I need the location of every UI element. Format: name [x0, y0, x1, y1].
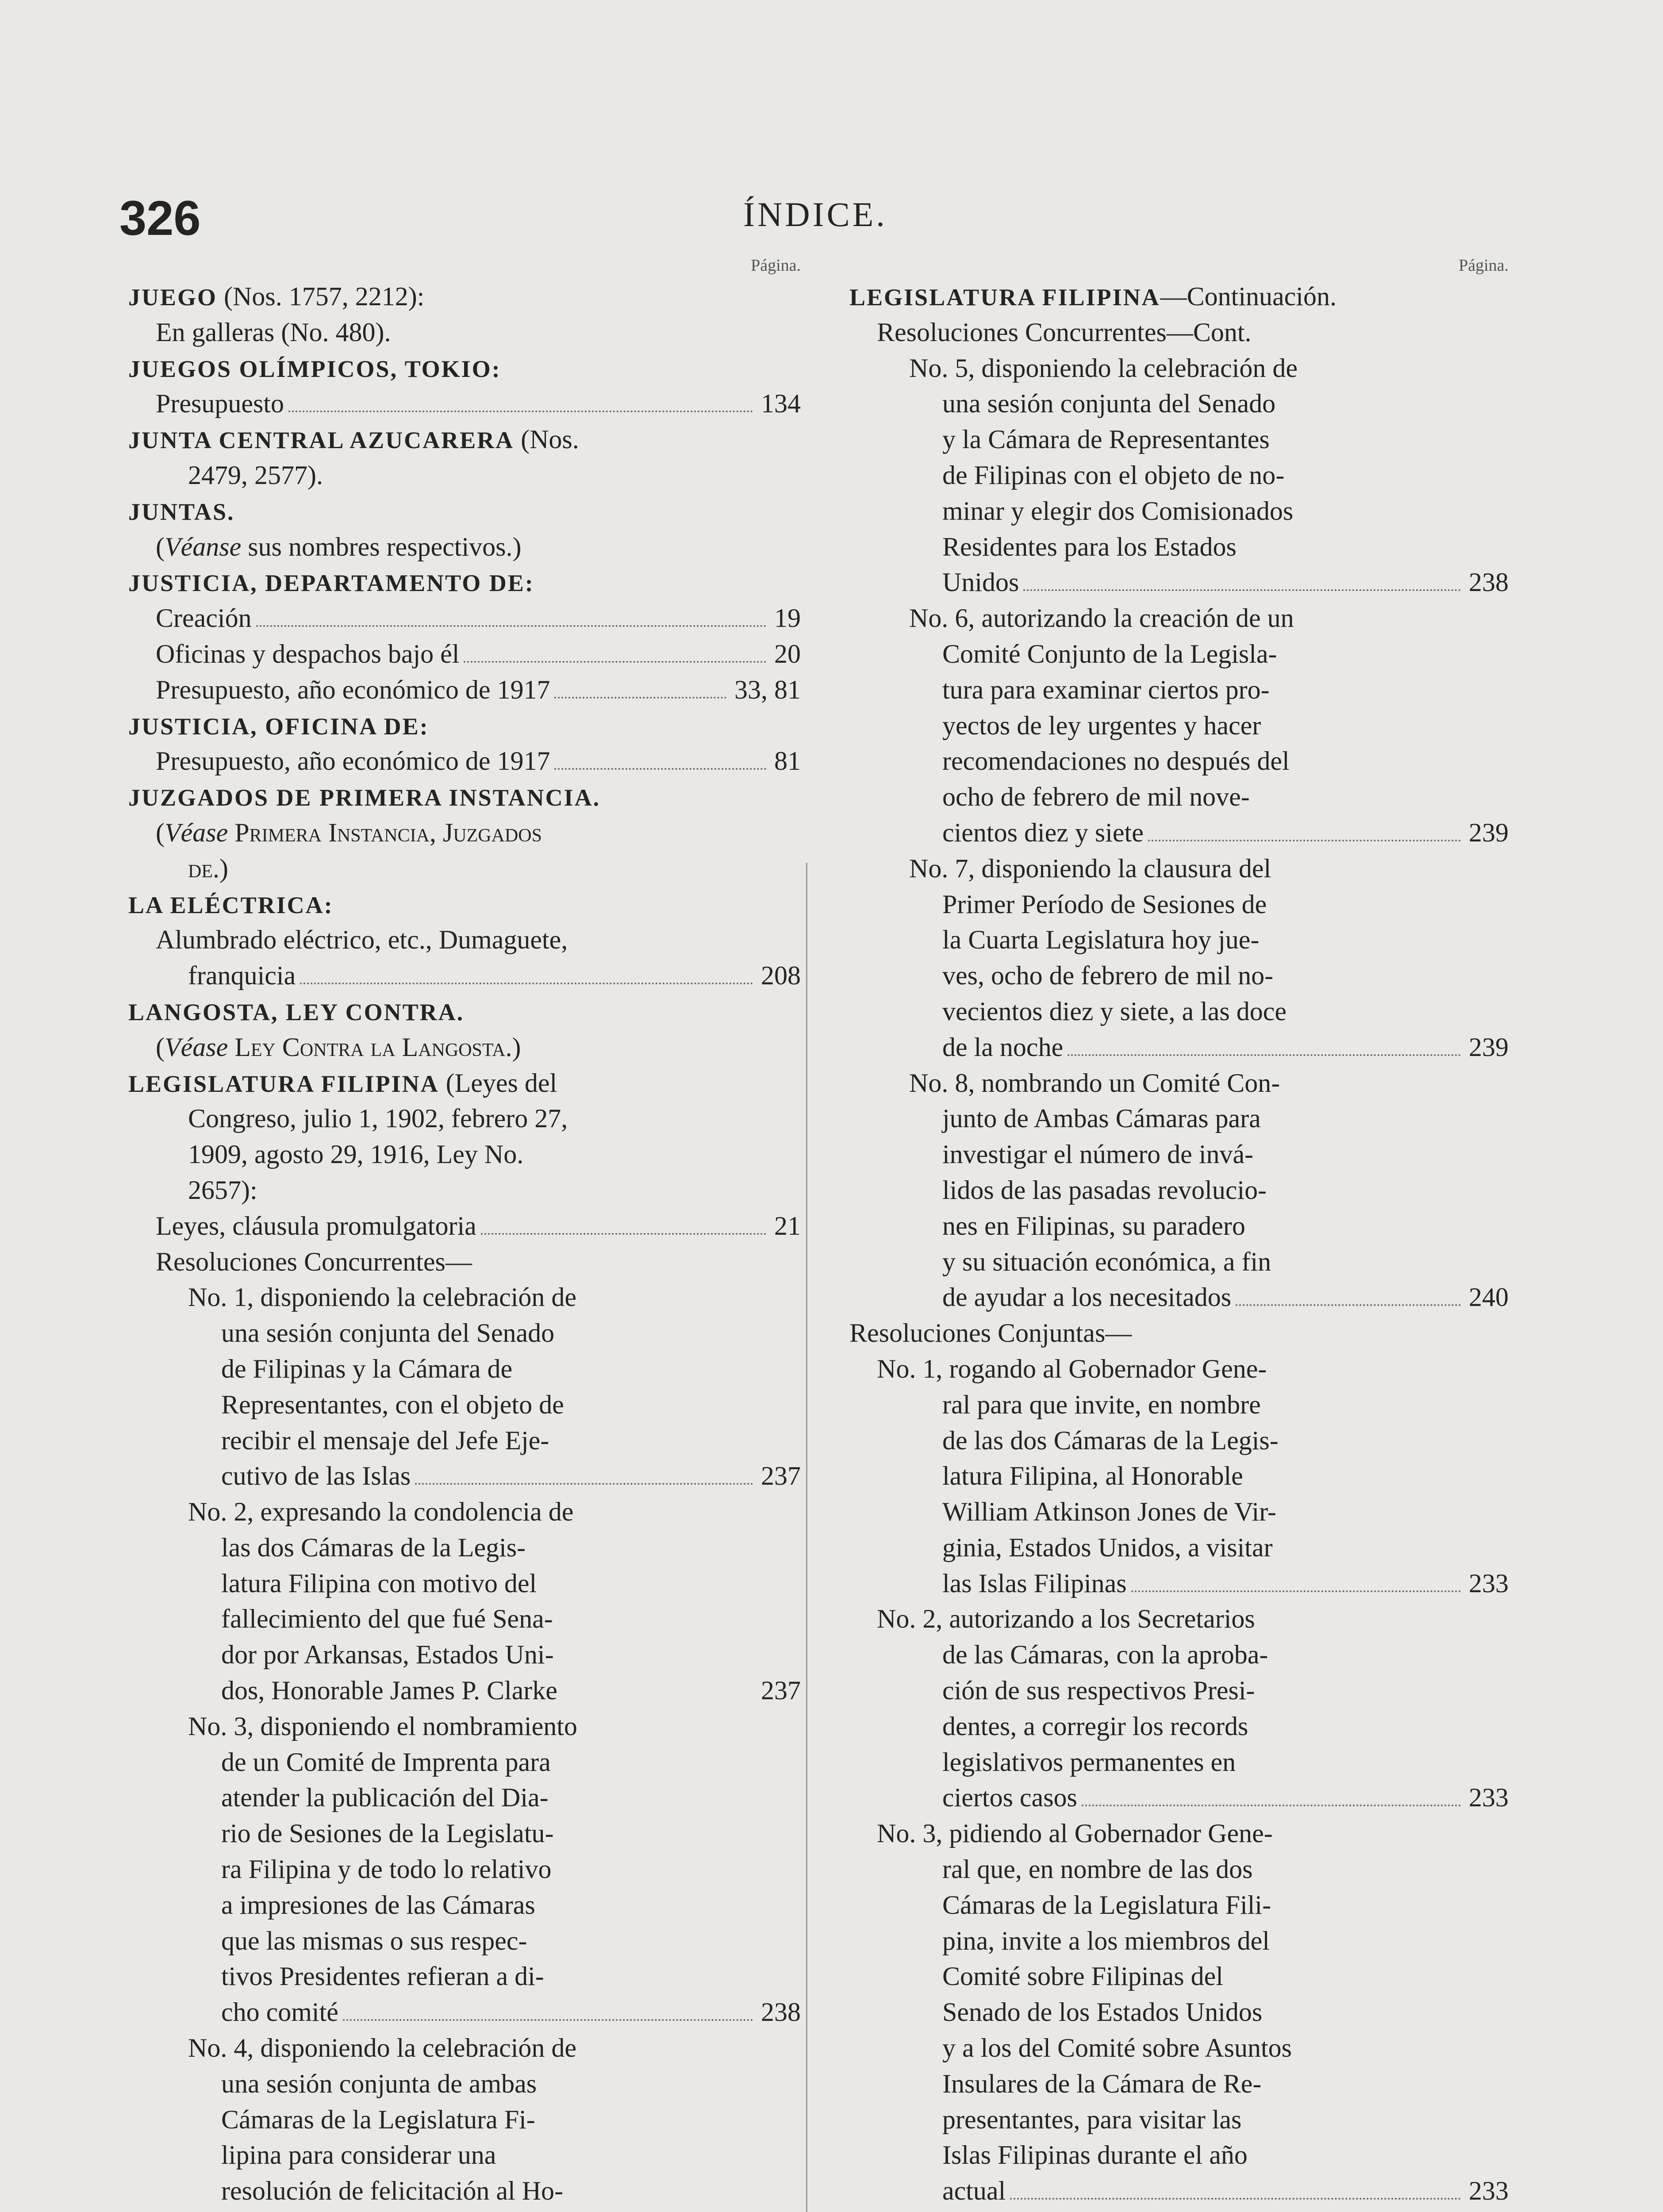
index-entry [128, 350, 801, 386]
cross-reference: (Véase Primera Instancia, Juzgados [156, 818, 542, 847]
resolution-line: fallecimiento del que fué Sena- [221, 1604, 553, 1634]
vease-word: Véase [164, 818, 228, 847]
page-ref: 134 [761, 389, 801, 419]
page-ref: 208 [761, 961, 801, 991]
entry-continuation: 2479, 2577). [188, 460, 323, 490]
column-divider [806, 863, 807, 2212]
subentry [128, 636, 801, 672]
resolution-line: Comité sobre Filipinas del [942, 1962, 1223, 1991]
resolution-text: Unidos [942, 568, 1019, 597]
resolution-line [849, 2173, 1509, 2209]
page-number: 326 [119, 191, 201, 246]
page-ref: 233 [1469, 2176, 1509, 2206]
resolution-line: una sesión conjunta del Senado [221, 1318, 555, 1348]
resolution-line: ra Filipina y de todo lo relativo [221, 1855, 552, 1884]
resolution-line: ción de sus respectivos Presi- [942, 1676, 1255, 1705]
cross-reference: (Véase Ley Contra la Langosta.) [156, 1032, 521, 1062]
index-entry [128, 994, 801, 1029]
subentry-text: Leyes, cláusula promulgatoria [156, 1211, 476, 1240]
pagina-header: Página. [1459, 256, 1509, 275]
subentry [128, 600, 801, 636]
resolution-line: de las Cámaras, con la aproba- [942, 1640, 1268, 1670]
index-entry [128, 422, 801, 457]
resolution-line: de Filipinas con el objeto de no- [942, 460, 1285, 490]
resolution-line: No. 4, disponiendo la celebración de [188, 2033, 577, 2063]
headword: LANGOSTA, LEY CONTRA. [128, 998, 465, 1025]
page-ref: 237 [761, 1461, 801, 1491]
resolution-line: latura Filipina, al Honorable [942, 1461, 1243, 1491]
subentry: En galleras (No. 480). [156, 317, 391, 347]
resolution-line: nes en Filipinas, su paradero [942, 1211, 1245, 1240]
page-ref: 233 [1469, 1568, 1509, 1598]
vease-word: Véase [164, 1032, 228, 1062]
resolution-line: la Cuarta Legislatura hoy jue- [942, 925, 1260, 955]
headword: JUEGOS OLÍMPICOS, TOKIO: [128, 355, 501, 382]
page-ref: 238 [1469, 568, 1509, 597]
resolution-line: investigar el número de invá- [942, 1140, 1254, 1169]
headword: LEGISLATURA FILIPINA [849, 284, 1160, 311]
resolution-text: dos, Honorable James P. Clarke [221, 1676, 557, 1705]
resolution-line: tivos Presidentes refieran a di- [221, 1962, 544, 1991]
headword: JUEGO [128, 284, 218, 311]
resolution-text: cientos diez y siete [942, 818, 1144, 847]
resolution-line: resolución de felicitación al Ho- [221, 2176, 564, 2206]
resolution-line: No. 3, disponiendo el nombramiento [188, 1711, 577, 1741]
subentry [128, 386, 801, 422]
resolution-line: Cámaras de la Legislatura Fi- [221, 2104, 535, 2134]
resolution-line: dor por Arkansas, Estados Uni- [221, 1640, 554, 1670]
resolution-line: Senado de los Estados Unidos [942, 1997, 1263, 2027]
subentry-text: Presupuesto, año económico de 1917 [156, 675, 550, 704]
cross-reference-text: Ley Contra la Langosta.) [228, 1032, 521, 1062]
subentry: Resoluciones Concurrentes—Cont. [877, 317, 1252, 347]
cross-reference: (Véanse sus nombres respectivos.) [156, 532, 522, 561]
resolution-line: No. 5, disponiendo la celebración de [909, 353, 1298, 383]
resolution-line: a impresiones de las Cámaras [221, 1890, 535, 1920]
resolution-line: tura para examinar ciertos pro- [942, 675, 1270, 704]
subentry [128, 1208, 801, 1244]
page-ref: 81 [774, 746, 801, 776]
resolution-line: recibir el mensaje del Jefe Eje- [221, 1425, 549, 1455]
cross-reference-text: Primera Instancia, Juzgados [228, 818, 542, 847]
index-entry [128, 708, 801, 744]
subentry-text: Presupuesto [156, 389, 284, 419]
index-entry [128, 565, 801, 600]
index-entry [128, 887, 801, 922]
resolution-line: atender la publicación del Dia- [221, 1783, 549, 1813]
resolution-line: de un Comité de Imprenta para [221, 1747, 551, 1777]
resolution-line: latura Filipina con motivo del [221, 1568, 537, 1598]
subentry: Resoluciones Conjuntas— [849, 1318, 1132, 1348]
resolution-line: una sesión conjunta del Senado [942, 389, 1276, 419]
headword: JUNTAS. [128, 498, 235, 525]
resolution-text: actual [942, 2176, 1006, 2206]
resolution-line: No. 2, autorizando a los Secretarios [877, 1604, 1255, 1634]
subentry [128, 672, 801, 708]
resolution-line [849, 1566, 1509, 1601]
subentry [128, 958, 801, 994]
resolution-line [849, 1279, 1509, 1315]
resolution-line [849, 565, 1509, 600]
page-ref: 233 [1469, 1783, 1509, 1813]
subentry-text: franquicia [188, 961, 296, 991]
resolution-line: minar y elegir dos Comisionados [942, 496, 1294, 526]
entry-continuation: Congreso, julio 1, 1902, febrero 27, [188, 1104, 568, 1133]
headword: JUSTICIA, DEPARTAMENTO DE: [128, 570, 534, 597]
resolution-line [128, 1994, 801, 2030]
page-ref: 33, 81 [734, 675, 801, 704]
entry-continuation: 2657): [188, 1175, 257, 1205]
resolution-line: rio de Sesiones de la Legislatu- [221, 1819, 554, 1848]
index-entry [128, 1065, 801, 1101]
resolution-line: William Atkinson Jones de Vir- [942, 1497, 1276, 1527]
page-ref: 239 [1469, 818, 1509, 847]
subentry-text: Oficinas y despachos bajo él [156, 639, 460, 668]
page-ref: 237 [761, 1676, 801, 1705]
page-ref: 240 [1469, 1283, 1509, 1312]
resolution-line: que las mismas o sus respec- [221, 1926, 527, 1955]
resolution-line: yectos de ley urgentes y hacer [942, 710, 1261, 740]
page-ref: 238 [761, 1997, 801, 2027]
running-head: ÍNDICE. [743, 195, 887, 234]
subentry: Resoluciones Concurrentes— [156, 1247, 472, 1276]
resolution-line [849, 1029, 1509, 1065]
resolution-line [849, 2209, 1509, 2212]
resolution-line: recomendaciones no después del [942, 746, 1290, 776]
resolution-line: lidos de las pasadas revolucio- [942, 1175, 1267, 1205]
resolution-line: No. 1, rogando al Gobernador Gene- [877, 1354, 1267, 1383]
headword: LEGISLATURA FILIPINA [128, 1070, 439, 1097]
entry-text: (Nos. 1757, 2212): [217, 282, 425, 311]
page-ref: 19 [774, 603, 801, 633]
resolution-line: ginia, Estados Unidos, a visitar [942, 1532, 1273, 1562]
resolution-line: lipina para considerar una [221, 2140, 496, 2170]
page-ref: 21 [774, 1211, 801, 1240]
resolution-line: ocho de febrero de mil nove- [942, 782, 1250, 812]
entry-text: (Leyes del [439, 1068, 557, 1098]
resolution-line: junto de Ambas Cámaras para [942, 1104, 1261, 1133]
resolution-line [128, 2209, 801, 2212]
headword: JUSTICIA, OFICINA DE: [128, 713, 429, 740]
page-ref: 20 [774, 639, 801, 668]
resolution-line: legislativos permanentes en [942, 1747, 1236, 1777]
left-column [128, 252, 801, 2212]
entry-continuation: 1909, agosto 29, 1916, Ley No. [188, 1140, 524, 1169]
resolution-line: pina, invite a los miembros del [942, 1926, 1270, 1955]
vease-word: Véanse [164, 532, 242, 561]
resolution-line: Residentes para los Estados [942, 532, 1237, 561]
resolution-line: Insulares de la Cámara de Re- [942, 2069, 1262, 2098]
resolution-line: de las dos Cámaras de la Legis- [942, 1425, 1279, 1455]
resolution-line: Cámaras de la Legislatura Fili- [942, 1890, 1271, 1920]
resolution-text: cho comité [221, 1997, 338, 2027]
resolution-line: No. 7, disponiendo la clausura del [909, 853, 1271, 883]
headword: JUNTA CENTRAL AZUCARERA [128, 427, 515, 454]
page-ref: 239 [1469, 1032, 1509, 1062]
index-entry [849, 279, 1509, 315]
headword: LA ELÉCTRICA: [128, 891, 334, 918]
resolution-line: Representantes, con el objeto de [221, 1390, 564, 1419]
resolution-line: No. 8, nombrando un Comité Con- [909, 1068, 1280, 1098]
resolution-line [128, 1458, 801, 1494]
resolution-line: vecientos diez y siete, a las doce [942, 996, 1287, 1026]
resolution-text: ciertos casos [942, 1783, 1077, 1813]
resolution-text: las Islas Filipinas [942, 1568, 1127, 1598]
subentry: Alumbrado eléctrico, etc., Dumaguete, [156, 925, 568, 955]
pagina-header: Página. [751, 256, 801, 275]
resolution-line: y a los del Comité sobre Asuntos [942, 2033, 1292, 2063]
resolution-text: cutivo de las Islas [221, 1461, 411, 1491]
entry-continuation: de.) [188, 853, 228, 883]
resolution-line: Islas Filipinas durante el año [942, 2140, 1248, 2170]
resolution-line: y la Cámara de Representantes [942, 425, 1270, 454]
resolution-line: una sesión conjunta de ambas [221, 2069, 537, 2098]
resolution-line: Comité Conjunto de la Legisla- [942, 639, 1277, 668]
resolution-line [128, 1673, 801, 1709]
resolution-line: Primer Período de Sesiones de [942, 889, 1267, 919]
resolution-text: de ayudar a los necesitados [942, 1283, 1232, 1312]
resolution-line: y su situación económica, a fin [942, 1247, 1271, 1276]
entry-text: (Nos. [514, 425, 579, 454]
resolution-line: No. 1, disponiendo la celebración de [188, 1283, 577, 1312]
resolution-line: de Filipinas y la Cámara de [221, 1354, 513, 1383]
resolution-line: ves, ocho de febrero de mil no- [942, 961, 1274, 991]
subentry-text: Presupuesto, año económico de 1917 [156, 746, 550, 776]
subentry-text: Creación [156, 603, 252, 633]
right-column [849, 252, 1509, 2212]
cross-reference-text: sus nombres respectivos.) [241, 532, 522, 561]
index-entry [128, 779, 801, 815]
resolution-line: No. 6, autorizando la creación de un [909, 603, 1294, 633]
resolution-line: ral para que invite, en nombre [942, 1390, 1261, 1419]
resolution-line [849, 815, 1509, 851]
resolution-line: No. 2, expresando la condolencia de [188, 1497, 574, 1527]
resolution-line: las dos Cámaras de la Legis- [221, 1532, 526, 1562]
resolution-line: presentantes, para visitar las [942, 2104, 1242, 2134]
subentry [128, 743, 801, 779]
resolution-line: dentes, a corregir los records [942, 1711, 1248, 1741]
resolution-line [849, 1780, 1509, 1816]
resolution-line: ral que, en nombre de las dos [942, 1855, 1253, 1884]
resolution-text: de la noche [942, 1032, 1064, 1062]
entry-text: —Continuación. [1160, 282, 1337, 311]
index-entry [128, 493, 801, 529]
headword: JUZGADOS DE PRIMERA INSTANCIA. [128, 784, 601, 811]
resolution-line: No. 3, pidiendo al Gobernador Gene- [877, 1819, 1273, 1848]
index-entry [128, 279, 801, 315]
